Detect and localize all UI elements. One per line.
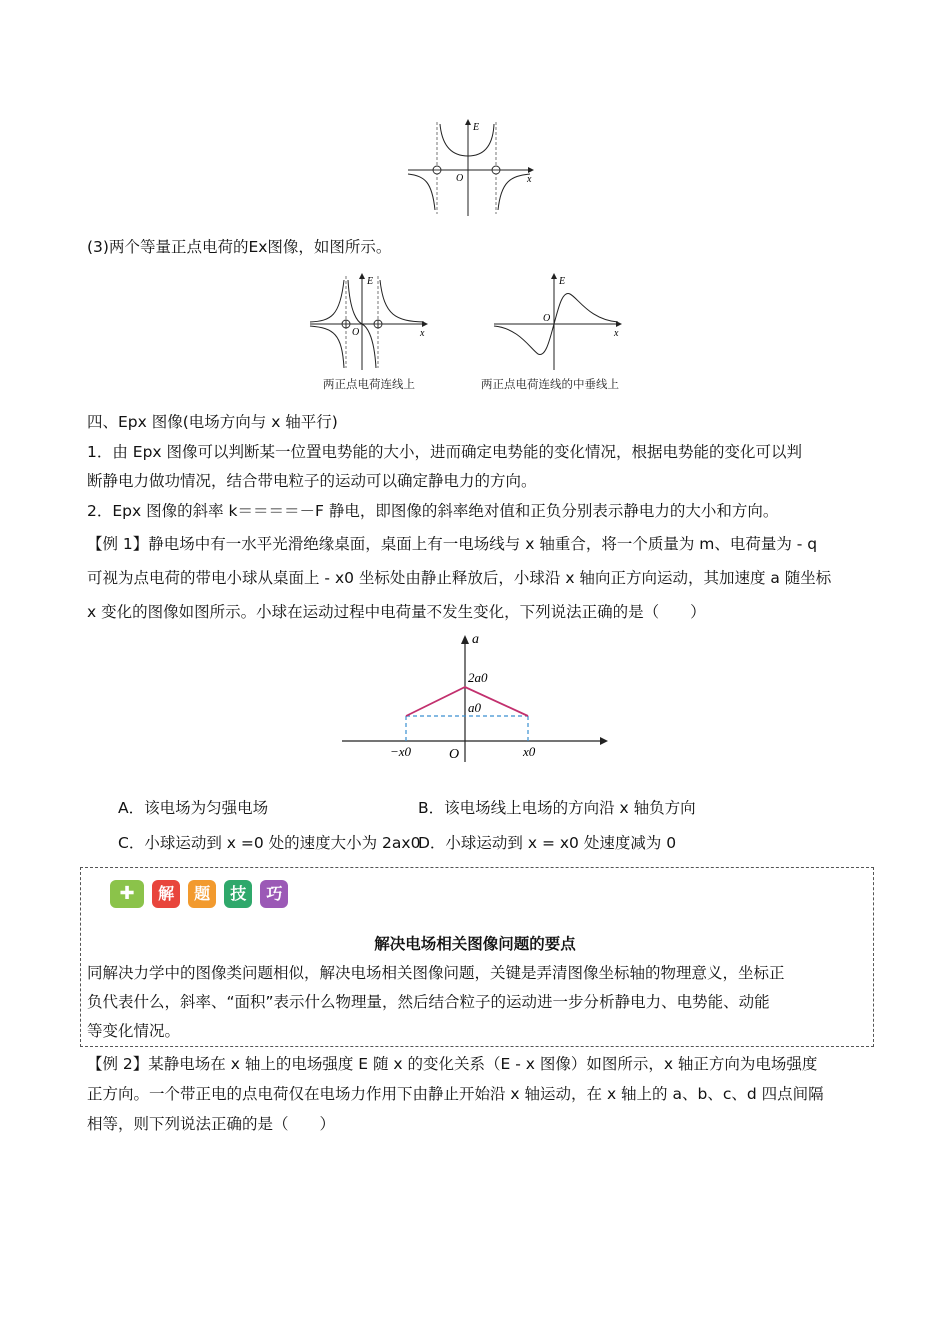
example1-line3: x 变化的图像如图所示。小球在运动过程中电荷量不发生变化，下列说法正确的是（ ） bbox=[87, 603, 706, 621]
figure-acceleration-graph bbox=[340, 630, 615, 765]
tips-badge-4: 巧 bbox=[260, 880, 288, 908]
axis-e-label: E bbox=[473, 122, 480, 133]
axis-x-label: x bbox=[420, 328, 425, 339]
section4-heading: 四、Epx 图像(电场方向与 x 轴平行) bbox=[87, 413, 338, 431]
section3-line: (3)两个等量正点电荷的Ex图像，如图所示。 bbox=[87, 238, 392, 256]
figure-positive-pair-perpendicular bbox=[490, 272, 630, 372]
section4-p1-line1: 1．由 Epx 图像可以判断某一位置电势能的大小，进而确定电势能的变化情况，根据电势能的变化可以判 bbox=[87, 443, 803, 461]
option-b[interactable]: B．该电场线上电场的方向沿 x 轴负方向 bbox=[418, 799, 696, 817]
example2-line3: 相等，则下列说法正确的是（ ） bbox=[87, 1115, 336, 1133]
axis-x-label: x bbox=[527, 174, 532, 185]
tips-badges bbox=[110, 880, 291, 908]
label-neg-x0: −x0 bbox=[390, 744, 412, 759]
example1-line1: 【例 1】静电场中有一水平光滑绝缘桌面，桌面上有一电场线与 x 轴重合，将一个质量为 m、电荷量为 - q bbox=[87, 535, 818, 553]
axis-a-label: a bbox=[472, 632, 479, 647]
origin-label: O bbox=[352, 327, 360, 338]
example1-line2: 可视为点电荷的带电小球从桌面上 - x0 坐标处由静止释放后，小球沿 x 轴向正方向运动，其加速度 a 随坐标 bbox=[87, 569, 832, 587]
label-2a0: 2a0 bbox=[468, 670, 488, 685]
figure-equal-negative-charges bbox=[400, 118, 550, 218]
figure-positive-pair-connecting bbox=[306, 272, 436, 372]
option-c[interactable]: C．小球运动到 x =0 处的速度大小为 2ax0 bbox=[118, 834, 421, 852]
tips-line3: 等变化情况。 bbox=[87, 1022, 181, 1040]
example2-line1: 【例 2】某静电场在 x 轴上的电场强度 E 随 x 的变化关系（E - x 图像）如图所示，x 轴正方向为电场强度 bbox=[87, 1055, 818, 1073]
caption-left: 两正点电荷连线上 bbox=[323, 377, 415, 391]
axis-e-label: E bbox=[367, 276, 374, 287]
origin-label: O bbox=[456, 173, 464, 184]
section4-p2: 2．Epx 图像的斜率 k＝＝＝＝－F 静电，即图像的斜率绝对值和正负分别表示静电力的大小和方向。 bbox=[87, 502, 779, 520]
label-x0: x0 bbox=[523, 744, 536, 759]
origin-label: O bbox=[449, 747, 460, 762]
tips-title: 解决电场相关图像问题的要点 bbox=[374, 935, 576, 953]
tips-badge-1: 解 bbox=[152, 880, 180, 908]
label-a0: a0 bbox=[468, 700, 481, 715]
tips-line1: 同解决力学中的图像类问题相似，解决电场相关图像问题，关键是弄清图像坐标轴的物理意义，坐标正 bbox=[87, 964, 785, 982]
option-d[interactable]: D．小球运动到 x = x0 处速度减为 0 bbox=[418, 834, 677, 852]
option-a[interactable]: A．该电场为匀强电场 bbox=[118, 799, 269, 817]
tips-badge-2: 题 bbox=[188, 880, 216, 908]
tips-line2: 负代表什么，斜率、“面积”表示什么物理量，然后结合粒子的运动进一步分析静电力、电势能、动能 bbox=[87, 993, 770, 1011]
tips-badge-3: 技 bbox=[224, 880, 252, 908]
origin-label: O bbox=[543, 313, 551, 324]
puzzle-icon: ✚ bbox=[110, 880, 144, 908]
axis-x-label: x bbox=[614, 328, 619, 339]
section4-p1-line2: 断静电力做功情况，结合带电粒子的运动可以确定静电力的方向。 bbox=[87, 472, 537, 490]
caption-right: 两正点电荷连线的中垂线上 bbox=[481, 377, 619, 391]
example2-line2: 正方向。一个带正电的点电荷仅在电场力作用下由静止开始沿 x 轴运动，在 x 轴上的 a、b、c、d 四点间隔 bbox=[87, 1085, 824, 1103]
axis-e-label: E bbox=[559, 276, 566, 287]
